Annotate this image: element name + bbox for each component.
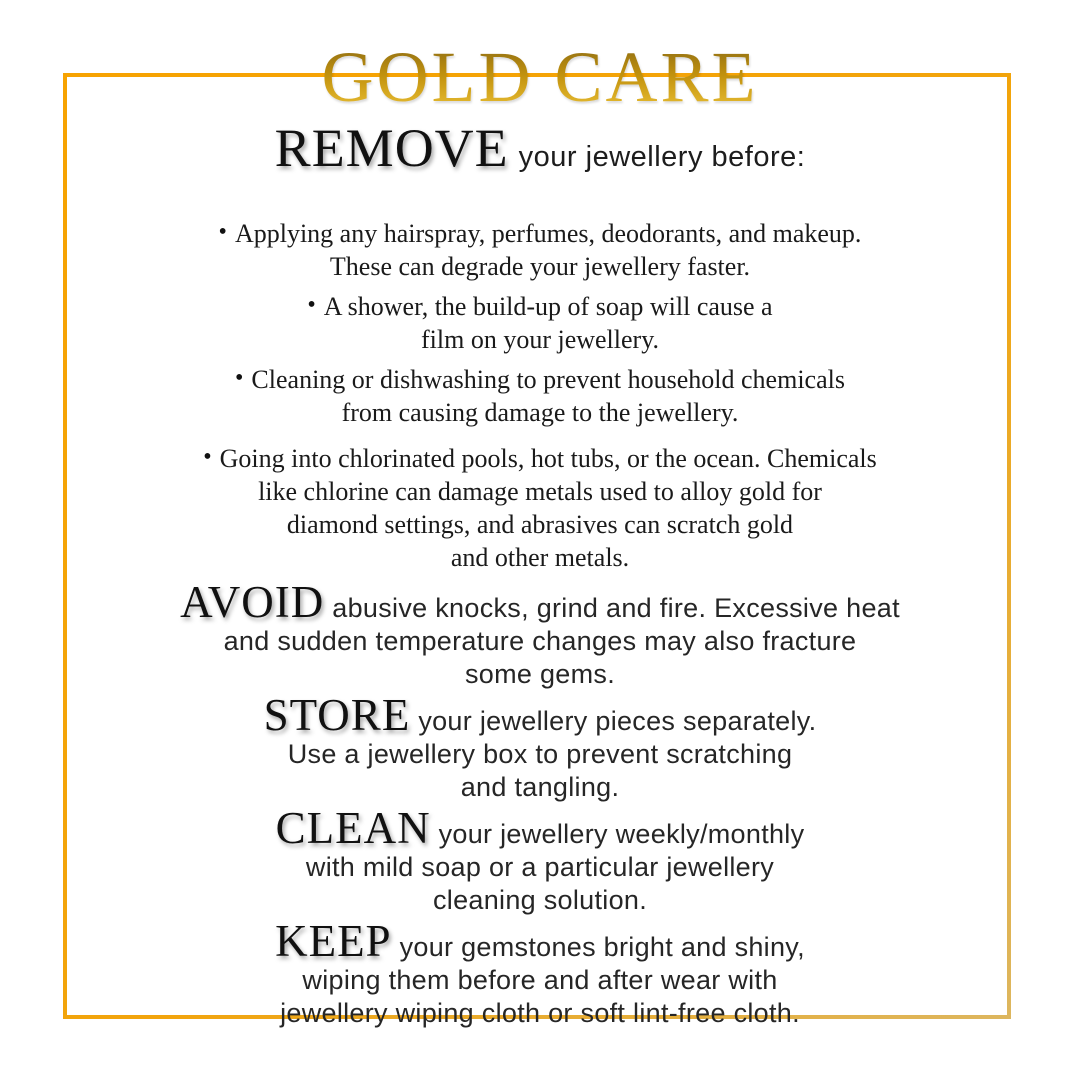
remove-subheading: your jewellery before:: [518, 141, 806, 173]
card-content: [85, 118, 995, 1030]
remove-heading: REMOVE: [274, 118, 509, 178]
bullet-line: [85, 289, 995, 323]
bullet-dot-icon: •: [235, 365, 244, 391]
section-store: [85, 690, 995, 804]
section-line: Use a jewellery box to prevent scratching: [287, 739, 793, 769]
section-keep: [85, 916, 995, 1030]
bullet-item-hairspray: [85, 216, 995, 283]
section-line: and sudden temperature changes may also fracture: [223, 626, 857, 656]
section-first-line: [85, 690, 995, 740]
bullet-item-cleaning: [85, 362, 995, 429]
section-text: your gemstones bright and shiny,: [399, 932, 805, 962]
section-first-line: [85, 803, 995, 853]
section-line: and tangling.: [460, 772, 620, 802]
bullet-line: [85, 441, 995, 475]
bullet-dot-icon: •: [203, 444, 212, 470]
page-title: GOLD CARE: [302, 38, 779, 116]
care-sections: [85, 577, 995, 1030]
bullet-line: diamond settings, and abrasives can scratch gold: [286, 510, 794, 539]
section-line: cleaning solution.: [432, 885, 648, 915]
bullet-line: [85, 216, 995, 250]
bullet-dot-icon: •: [218, 219, 227, 245]
store-heading: STORE: [263, 690, 411, 740]
section-text: your jewellery weekly/monthly: [438, 819, 805, 849]
section-text: abusive knocks, grind and fire. Excessive heat: [332, 593, 900, 623]
remove-heading-line: [85, 118, 995, 182]
bullet-dot-icon: •: [307, 292, 316, 318]
clean-heading: CLEAN: [275, 803, 431, 853]
bullet-line: from causing damage to the jewellery.: [341, 398, 739, 427]
section-first-line: [85, 916, 995, 966]
section-first-line: [85, 577, 995, 627]
bullet-text: Applying any hairspray, perfumes, deodorants, and makeup.: [234, 219, 862, 248]
keep-heading: KEEP: [275, 916, 392, 966]
bullet-line: These can degrade your jewellery faster.: [329, 252, 751, 281]
bullet-text: A shower, the build-up of soap will cause a: [323, 292, 773, 321]
bullet-text: Cleaning or dishwashing to prevent household chemicals: [251, 365, 845, 394]
section-text: your jewellery pieces separately.: [418, 706, 817, 736]
bullet-line: [85, 362, 995, 396]
bullet-line: and other metals.: [450, 543, 630, 572]
section-avoid: [85, 577, 995, 691]
bullet-line: film on your jewellery.: [420, 325, 660, 354]
section-clean: [85, 803, 995, 917]
section-line: jewellery wiping cloth or soft lint-free cloth.: [280, 998, 800, 1028]
section-line: with mild soap or a particular jewellery: [305, 852, 775, 882]
bullet-item-shower: [85, 289, 995, 356]
remove-bullet-list: [85, 216, 995, 574]
section-line: wiping them before and after wear with: [302, 965, 778, 995]
bullet-item-pools: [85, 441, 995, 574]
bullet-line: like chlorine can damage metals used to alloy gold for: [258, 477, 822, 506]
bullet-text: Going into chlorinated pools, hot tubs, or the ocean. Chemicals: [219, 444, 877, 473]
avoid-heading: AVOID: [180, 577, 325, 627]
section-line: some gems.: [464, 659, 616, 689]
